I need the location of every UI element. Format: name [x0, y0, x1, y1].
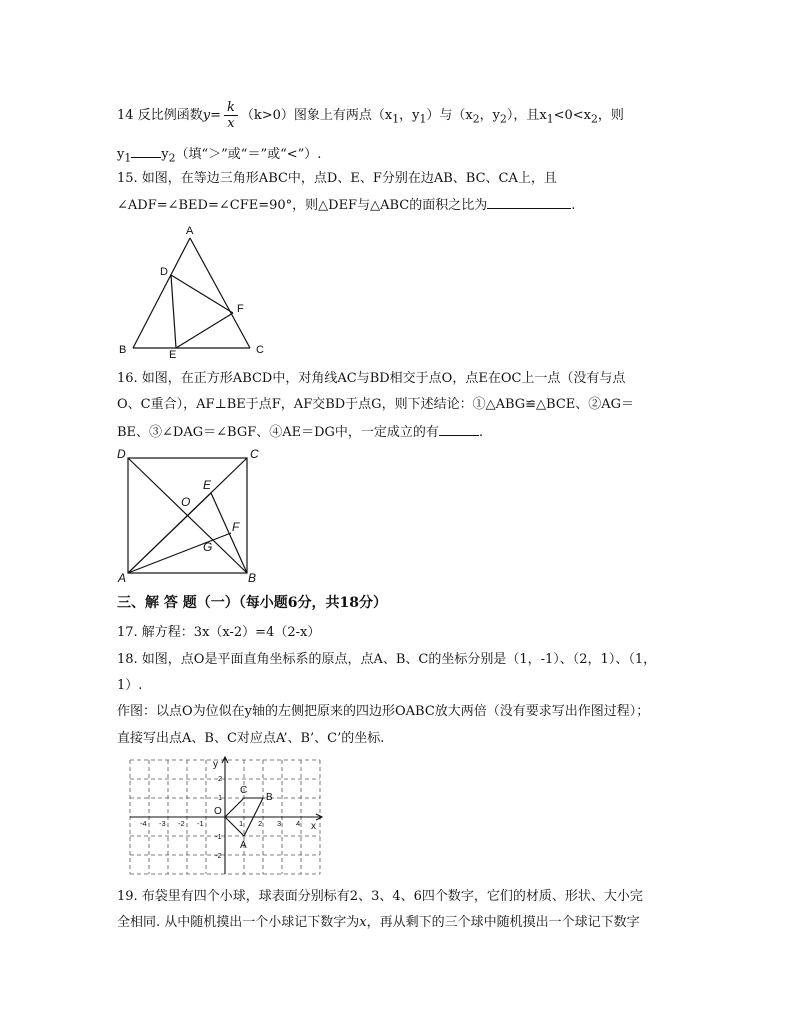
q18-quadrilateral-oabc	[225, 798, 263, 836]
q14-line2-y1: y	[117, 147, 125, 162]
q16-square	[128, 458, 247, 573]
q18-x-label: x	[311, 821, 316, 832]
q14-sub6: 2	[590, 112, 598, 126]
q18-point-c-label: C	[240, 785, 248, 796]
q15-label-f: F	[237, 303, 244, 315]
q14-line2-rest: （填“＞”或“＝”或“<”）.	[175, 147, 322, 162]
q14-eq: =	[210, 108, 221, 123]
q14-line2-sub1: 1	[124, 151, 132, 165]
q15-label-c: C	[256, 344, 264, 356]
q15-segment-ef	[176, 313, 233, 348]
q16-label-a: A	[118, 571, 127, 585]
q14-sub2: 1	[419, 112, 427, 126]
q16-label-b: B	[248, 571, 257, 585]
q18-line2: 1）.	[117, 678, 143, 693]
q18-grid	[130, 760, 320, 874]
q16-segment-ae	[128, 493, 211, 573]
q15-label-d: D	[160, 266, 168, 278]
q14-line1	[117, 100, 624, 131]
q16-label-c: C	[250, 447, 259, 461]
q15-side-ab	[133, 238, 190, 348]
q15-line2-text: ∠ADF=∠BED=∠CFE=90°，则△DEF与△ABC的面积之比为	[117, 198, 488, 213]
q16-line3	[117, 423, 483, 442]
q14-denominator: x	[227, 116, 235, 131]
q16-line1: 16. 如图，在正方形ABCD中，对角线AC与BD相交于点O，点E在OC上一点（没有与点	[117, 371, 626, 386]
q18-line4: 直接写出点A、B、C对应点A’、B’、C’的坐标.	[117, 731, 385, 746]
q18-xtick-neg1: -1	[197, 819, 204, 828]
q18-origin-label: O	[214, 806, 222, 817]
q14-fraction	[224, 100, 238, 131]
q14-p4: ，y	[479, 108, 500, 123]
q15-segment-de	[171, 275, 176, 348]
q15-line1: 15. 如图，在等边三角形ABC中，点D、E、F分别在边AB、BC、CA上，且	[117, 171, 557, 186]
q14-line2	[117, 145, 321, 168]
q14-sub1: 1	[392, 112, 400, 126]
q16-label-o: O	[181, 495, 191, 509]
q14-intro-text: 反比例函数	[137, 108, 203, 123]
q18-xtick-1: 1	[239, 819, 244, 828]
q18-xtick-neg3: -3	[159, 819, 166, 828]
q17-text: 17. 解方程：3x（x-2）=4（2-x）	[117, 625, 321, 640]
q19-line2	[117, 914, 640, 932]
q15-side-ac	[190, 238, 250, 348]
q15-label-e: E	[169, 349, 177, 361]
q18-y-arrow	[222, 757, 228, 763]
q16-label-g: G	[203, 540, 213, 554]
q19-line2-a: 全相同. 从中随机摸出一个小球记下数字为	[117, 915, 360, 930]
q14-line2-sub2: 2	[168, 151, 176, 165]
q16-line3-text: BE、③∠DAG＝∠BGF、④AE＝DG中，一定成立的有	[117, 425, 439, 440]
q18-point-b-label: B	[266, 792, 273, 803]
q16-label-f: F	[232, 520, 240, 534]
q16-segment-be	[211, 493, 247, 573]
q15-segment-df	[171, 275, 233, 313]
q16-label-d: D	[117, 447, 126, 461]
q18-ytick-2: 2	[218, 774, 223, 783]
q14-line2-y2: y	[161, 147, 169, 162]
q16-diagonal-ac	[128, 458, 247, 573]
q14-numerator: k	[224, 100, 238, 116]
q18-point-a-label: A	[240, 840, 247, 851]
q18-xtick-3: 3	[277, 819, 282, 828]
q14-y: y	[202, 108, 211, 123]
q14-p5: ），且x	[506, 108, 547, 123]
q18-x-arrow	[316, 814, 322, 820]
q15-line2-end: .	[571, 198, 576, 213]
q18-line3: 作图：以点O为位似在y轴的左侧把原来的四边形OABC放大两倍（没有要求写出作图过程）；	[117, 704, 650, 719]
q15-answer-blank[interactable]	[487, 196, 571, 209]
q18-xtick-neg2: -2	[178, 819, 185, 828]
q15-line2	[117, 196, 575, 215]
q16-label-e: E	[203, 478, 212, 492]
q14-sub4: 2	[499, 112, 507, 126]
q18-ytick-neg1: -1	[215, 832, 222, 841]
q16-segment-af	[128, 533, 231, 573]
q18-y-label: y	[213, 759, 218, 770]
q16-line3-end: .	[478, 425, 484, 440]
q14-p7: ，则	[597, 108, 624, 123]
q18-xtick-4: 4	[296, 819, 301, 828]
q16-answer-blank[interactable]	[439, 423, 479, 436]
q19-line2-x: x	[359, 915, 367, 930]
q15-label-b: B	[119, 344, 127, 356]
q14-p6: <0<x	[553, 108, 591, 123]
q14-answer-blank[interactable]	[131, 145, 161, 158]
q16-line2: O、C重合），AF⊥BE于点F，AF交BD于点G，则下述结论：①△ABG≌△BCE、②AG＝	[117, 397, 635, 412]
q14-intro: 14	[117, 108, 134, 123]
q19-line2-b: ，再从剩下的三个球中随机摸出一个球记下数字	[366, 915, 640, 930]
q14-sub5: 1	[546, 112, 554, 126]
q14-condition: （k>0）图象上有两点（x	[240, 108, 393, 123]
q19-line1: 19. 布袋里有四个小球，球表面分别标有2、3、4、6四个数字，它们的材质、形状、大小完	[117, 889, 643, 904]
q14-sub3: 2	[472, 112, 480, 126]
q14-p2: ，y	[399, 108, 420, 123]
q18-xtick-neg4: -4	[140, 819, 147, 828]
q18-ytick-1: 1	[218, 793, 223, 802]
q16-diagonal-bd	[128, 458, 247, 573]
q18-xtick-2: 2	[258, 819, 263, 828]
q18-ytick-neg2: -2	[215, 851, 222, 860]
section3-heading: 三、解 答 题（一）（每小题6分，共18分）	[117, 595, 387, 611]
q14-p3: ）与（x	[426, 108, 473, 123]
q18-line1: 18. 如图，点O是平面直角坐标系的原点，点A、B、C的坐标分别是（1，-1）、（2，1）、（1，	[117, 652, 657, 667]
q15-label-a: A	[186, 225, 194, 237]
